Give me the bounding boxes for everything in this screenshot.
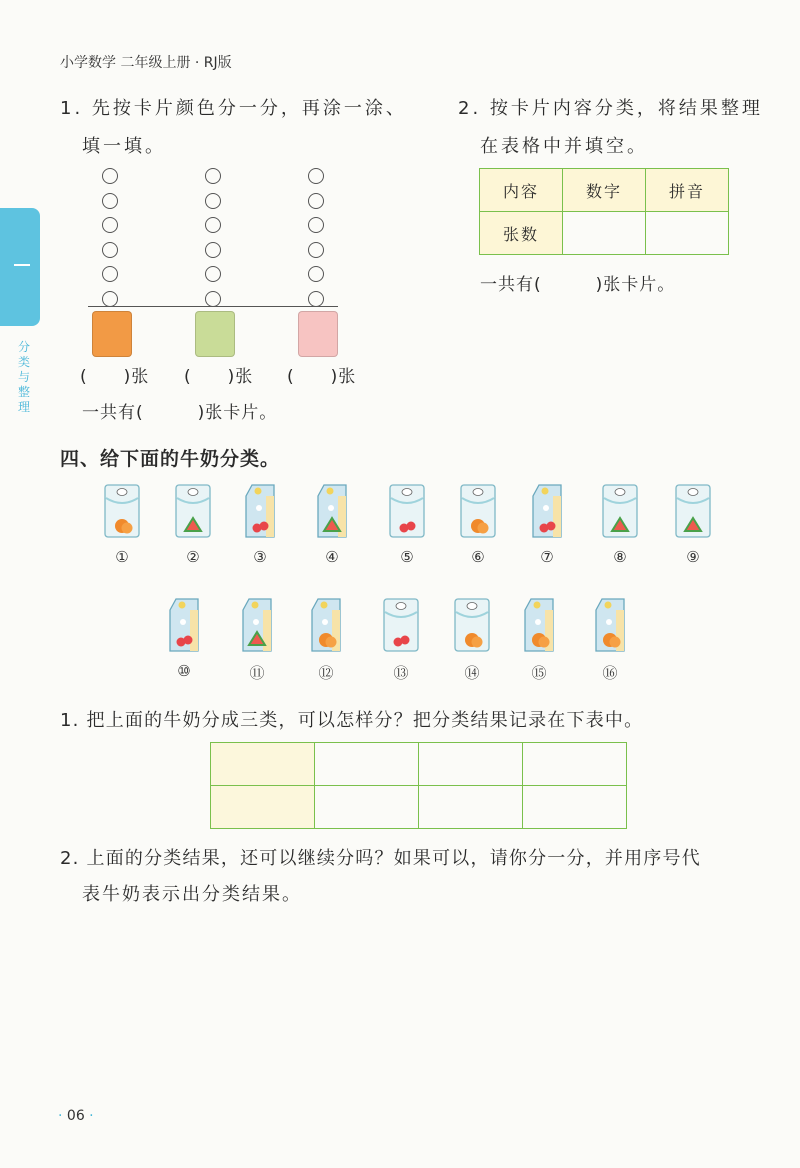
milk-carton-watermelon-icon [237, 596, 277, 658]
page-number-text: 06 [66, 1108, 85, 1124]
q1-line2: 填一填。 [82, 136, 166, 157]
answer-cell[interactable] [315, 743, 419, 786]
pink-card [298, 311, 338, 357]
circle-icon [308, 291, 324, 307]
milk-number-label: ⑧ [613, 548, 627, 566]
milk-carton-orange-icon [590, 596, 630, 658]
sub2-line1: 2. 上面的分类结果，还可以继续分吗？如果可以，请你分一分，并用序号代 [60, 848, 701, 869]
sub2-line2: 表牛奶表示出分类结果。 [82, 884, 302, 905]
milk-bag-watermelon-icon [673, 482, 713, 544]
q1-total[interactable]: 一共有( )张卡片。 [82, 403, 278, 423]
blank-green[interactable]: ( )张 [184, 367, 254, 387]
circle-column-1 [95, 168, 125, 316]
milk-number-label: ③ [253, 548, 267, 566]
answer-cell[interactable] [315, 786, 419, 829]
circle-icon [205, 193, 221, 209]
answer-cell-pinyin[interactable] [646, 212, 729, 255]
milk-bag-strawberry-icon [387, 482, 427, 544]
circle-icon [102, 242, 118, 258]
answer-cell[interactable] [523, 743, 627, 786]
circle-icon [102, 193, 118, 209]
classification-table [210, 742, 627, 829]
table-header-pinyin: 拼音 [646, 169, 729, 212]
sub1-text: 1. 把上面的牛奶分成三类，可以怎样分？把分类结果记录在下表中。 [60, 710, 644, 731]
milk-bag-watermelon-icon [600, 482, 640, 544]
answer-cell[interactable] [419, 786, 523, 829]
book-header: 小学数学 二年级上册 · RJ版 [60, 55, 232, 71]
milk-number-label: ⑫ [318, 664, 334, 682]
circle-icon [205, 291, 221, 307]
q2-total[interactable]: 一共有( )张卡片。 [480, 275, 676, 295]
circle-column-2 [198, 168, 228, 316]
answer-cell-digit[interactable] [563, 212, 646, 255]
milk-carton-orange-icon [306, 596, 346, 658]
milk-number-label: ⑩ [177, 662, 191, 680]
milk-number-label: ⑦ [540, 548, 554, 566]
section-title: 四、给下面的牛奶分类。 [60, 448, 281, 470]
table-header-content: 内容 [480, 169, 563, 212]
milk-bag-orange-icon [452, 596, 492, 658]
unit-label: 张 [338, 367, 357, 387]
circle-icon [205, 168, 221, 184]
q1-line1: 1. 先按卡片颜色分一分，再涂一涂、 [60, 98, 407, 119]
milk-carton-strawberry-icon [527, 482, 567, 544]
circle-icon [102, 168, 118, 184]
answer-cell[interactable] [211, 786, 315, 829]
q2-line2: 在表格中并填空。 [480, 136, 648, 157]
column-baseline [88, 306, 338, 307]
circle-icon [308, 193, 324, 209]
answer-cell[interactable] [523, 786, 627, 829]
milk-bag-watermelon-icon [173, 482, 213, 544]
q2-line1: 2. 按卡片内容分类，将结果整理 [458, 98, 763, 119]
circle-icon [102, 291, 118, 307]
milk-number-label: ④ [325, 548, 339, 566]
circle-column-3 [301, 168, 331, 316]
circle-icon [308, 217, 324, 233]
chapter-tab [0, 208, 40, 326]
milk-number-label: ⑥ [471, 548, 485, 566]
milk-number-label: ⑬ [393, 664, 409, 682]
green-card [195, 311, 235, 357]
page-number: · 06 · [58, 1108, 94, 1124]
milk-bag-orange-icon [102, 482, 142, 544]
milk-carton-strawberry-icon [164, 596, 204, 658]
circle-icon [102, 217, 118, 233]
circle-icon [308, 168, 324, 184]
table-row-count: 张数 [480, 212, 563, 255]
milk-number-label: ② [186, 548, 200, 566]
chapter-mark-icon [14, 264, 30, 266]
milk-bag-strawberry-icon [381, 596, 421, 658]
milk-bag-orange-icon [458, 482, 498, 544]
milk-number-label: ⑯ [602, 664, 618, 682]
answer-cell[interactable] [419, 743, 523, 786]
content-table [479, 168, 729, 255]
milk-number-label: ⑭ [464, 664, 480, 682]
circle-icon [102, 266, 118, 282]
blank-orange[interactable]: ( )张 [80, 367, 150, 387]
unit-label: 张 [131, 367, 150, 387]
orange-card [92, 311, 132, 357]
chapter-label: 分类与整理 [17, 340, 30, 414]
milk-carton-strawberry-icon [240, 482, 280, 544]
milk-carton-watermelon-icon [312, 482, 352, 544]
circle-icon [205, 217, 221, 233]
circle-icon [308, 266, 324, 282]
milk-number-label: ⑪ [249, 664, 265, 682]
circle-icon [205, 266, 221, 282]
circle-icon [308, 242, 324, 258]
unit-label: 张 [235, 367, 254, 387]
blank-pink[interactable]: ( )张 [287, 367, 357, 387]
circle-icon [205, 242, 221, 258]
milk-number-label: ① [115, 548, 129, 566]
answer-cell[interactable] [211, 743, 315, 786]
milk-number-label: ⑮ [531, 664, 547, 682]
milk-number-label: ⑤ [400, 548, 414, 566]
milk-carton-orange-icon [519, 596, 559, 658]
table-header-digit: 数字 [563, 169, 646, 212]
milk-number-label: ⑨ [686, 548, 700, 566]
